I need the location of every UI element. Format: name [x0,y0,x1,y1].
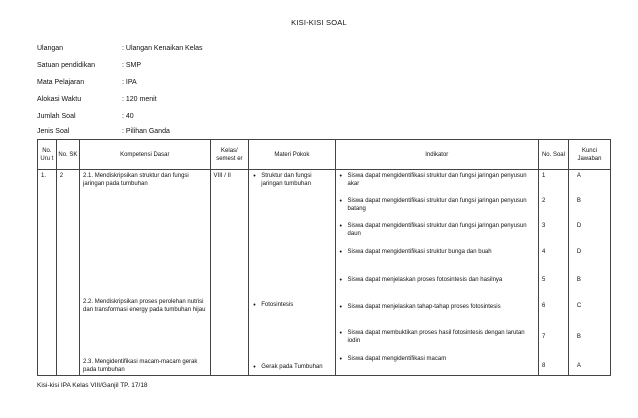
kunci-value: A [576,173,581,179]
indikator-item: • Siswa dapat mengidentifikasi struktur dan fungsi jaringan penyusun akar [339,173,537,188]
header-no-soal: No. Soal [539,140,569,170]
kelas-value: VIII / II [213,173,231,179]
indikator-item: • Siswa dapat menjelaskan proses fotosintesis dan hasilnya [339,277,537,285]
no-urut-value: 1. [41,173,47,179]
header-kelas-semester: Kelas/ semest er [210,140,249,170]
no-soal-value: 5 [542,277,546,283]
meta-value: : 40 [122,113,134,120]
indikator-item: • Siswa dapat mengidentifikasi macam [339,356,537,364]
indikator-item: • Siswa dapat membuktikan proses hasil fotosintesis dengan larutan iodin [339,330,537,345]
meta-label: Ulangan [37,45,64,52]
no-soal-value: 1 [542,173,546,179]
table-header-row [38,140,611,170]
no-soal-value: 3 [542,223,546,229]
cell-indikator [335,170,539,376]
meta-label: Jumlah Soal [37,113,76,120]
kunci-value: D [576,223,582,229]
cell-kelas-semester [210,170,249,376]
indikator-item: • Siswa dapat mengidentifikasi struktur dan fungsi jaringan penyusun batang [339,198,537,213]
no-sk-value: 2 [59,173,64,179]
kunci-value: A [576,363,581,369]
header-indikator: Indikator [335,140,539,170]
meta-value: : SMP [122,62,142,69]
meta-value: : Ulangan Kenaikan Kelas [122,45,203,52]
kunci-value: C [576,303,582,309]
header-kunci-jawaban: Kunci Jawaban [568,140,610,170]
no-soal-value: 6 [542,303,546,309]
materi-item: • Gerak pada Tumbuhan [252,364,332,372]
header-materi-pokok: Materi Pokok [249,140,335,170]
document-title: KISI-KISI SOAL [291,18,347,27]
meta-value: : 120 menit [122,96,157,103]
meta-label: Mata Pelajaran [37,79,85,86]
indikator-item: • Siswa dapat menjelaskan tahap-tahap proses fotosintesis [339,304,537,312]
cell-kompetensi-dasar [80,170,211,376]
no-soal-value: 2 [542,198,546,204]
cell-no-soal [539,170,569,376]
kompetensi-item: 2.1. Mendiskripsikan struktur dan fungsi jaringan pada tumbuhan [83,173,189,187]
indikator-item: • Siswa dapat mengidentifikasi struktur bunga dan buah [339,249,537,257]
meta-label: Jenis Soal [37,128,70,135]
materi-item: • Struktur dan fungsi jaringan tumbuhan [252,173,332,188]
meta-label: Satuan pendidikan [37,62,95,69]
meta-value: : Pilihan Ganda [122,128,170,135]
page-footer: Kisi-kisi IPA Kelas VIII/Ganjil TP. 17/18 [37,382,148,389]
kompetensi-item: 2.2. Mendiskripsikan proses perolehan nutrisi dan transformasi energy pada tumbuhan hijau [83,299,206,313]
kunci-value: B [576,277,581,283]
header-kompetensi-dasar: Kompetensi Dasar [80,140,211,170]
kunci-value: D [576,249,582,255]
cell-materi-pokok [249,170,335,376]
kunci-value: B [576,198,581,204]
no-soal-value: 4 [542,249,546,255]
kunci-value: B [576,334,581,340]
cell-no-sk [56,170,79,376]
kompetensi-item: 2.3. Mengidentifikasi macam-macam gerak pada tumbuhan [83,359,198,373]
indikator-item: • Siswa dapat mengidentifikasi struktur dan fungsi jaringan penyusun daun [339,223,537,238]
header-no-sk: No. SK [56,140,79,170]
table-row [38,170,611,376]
cell-no-urut [38,170,57,376]
no-soal-value: 8 [542,363,546,369]
kisi-kisi-table [37,139,611,376]
header-no-urut: No. Uru t [38,140,57,170]
meta-value: : IPA [122,79,137,86]
meta-label: Alokasi Waktu [37,96,82,103]
no-soal-value: 7 [542,334,546,340]
cell-kunci-jawaban [568,170,610,376]
materi-item: • Fotosintesis [252,302,332,310]
